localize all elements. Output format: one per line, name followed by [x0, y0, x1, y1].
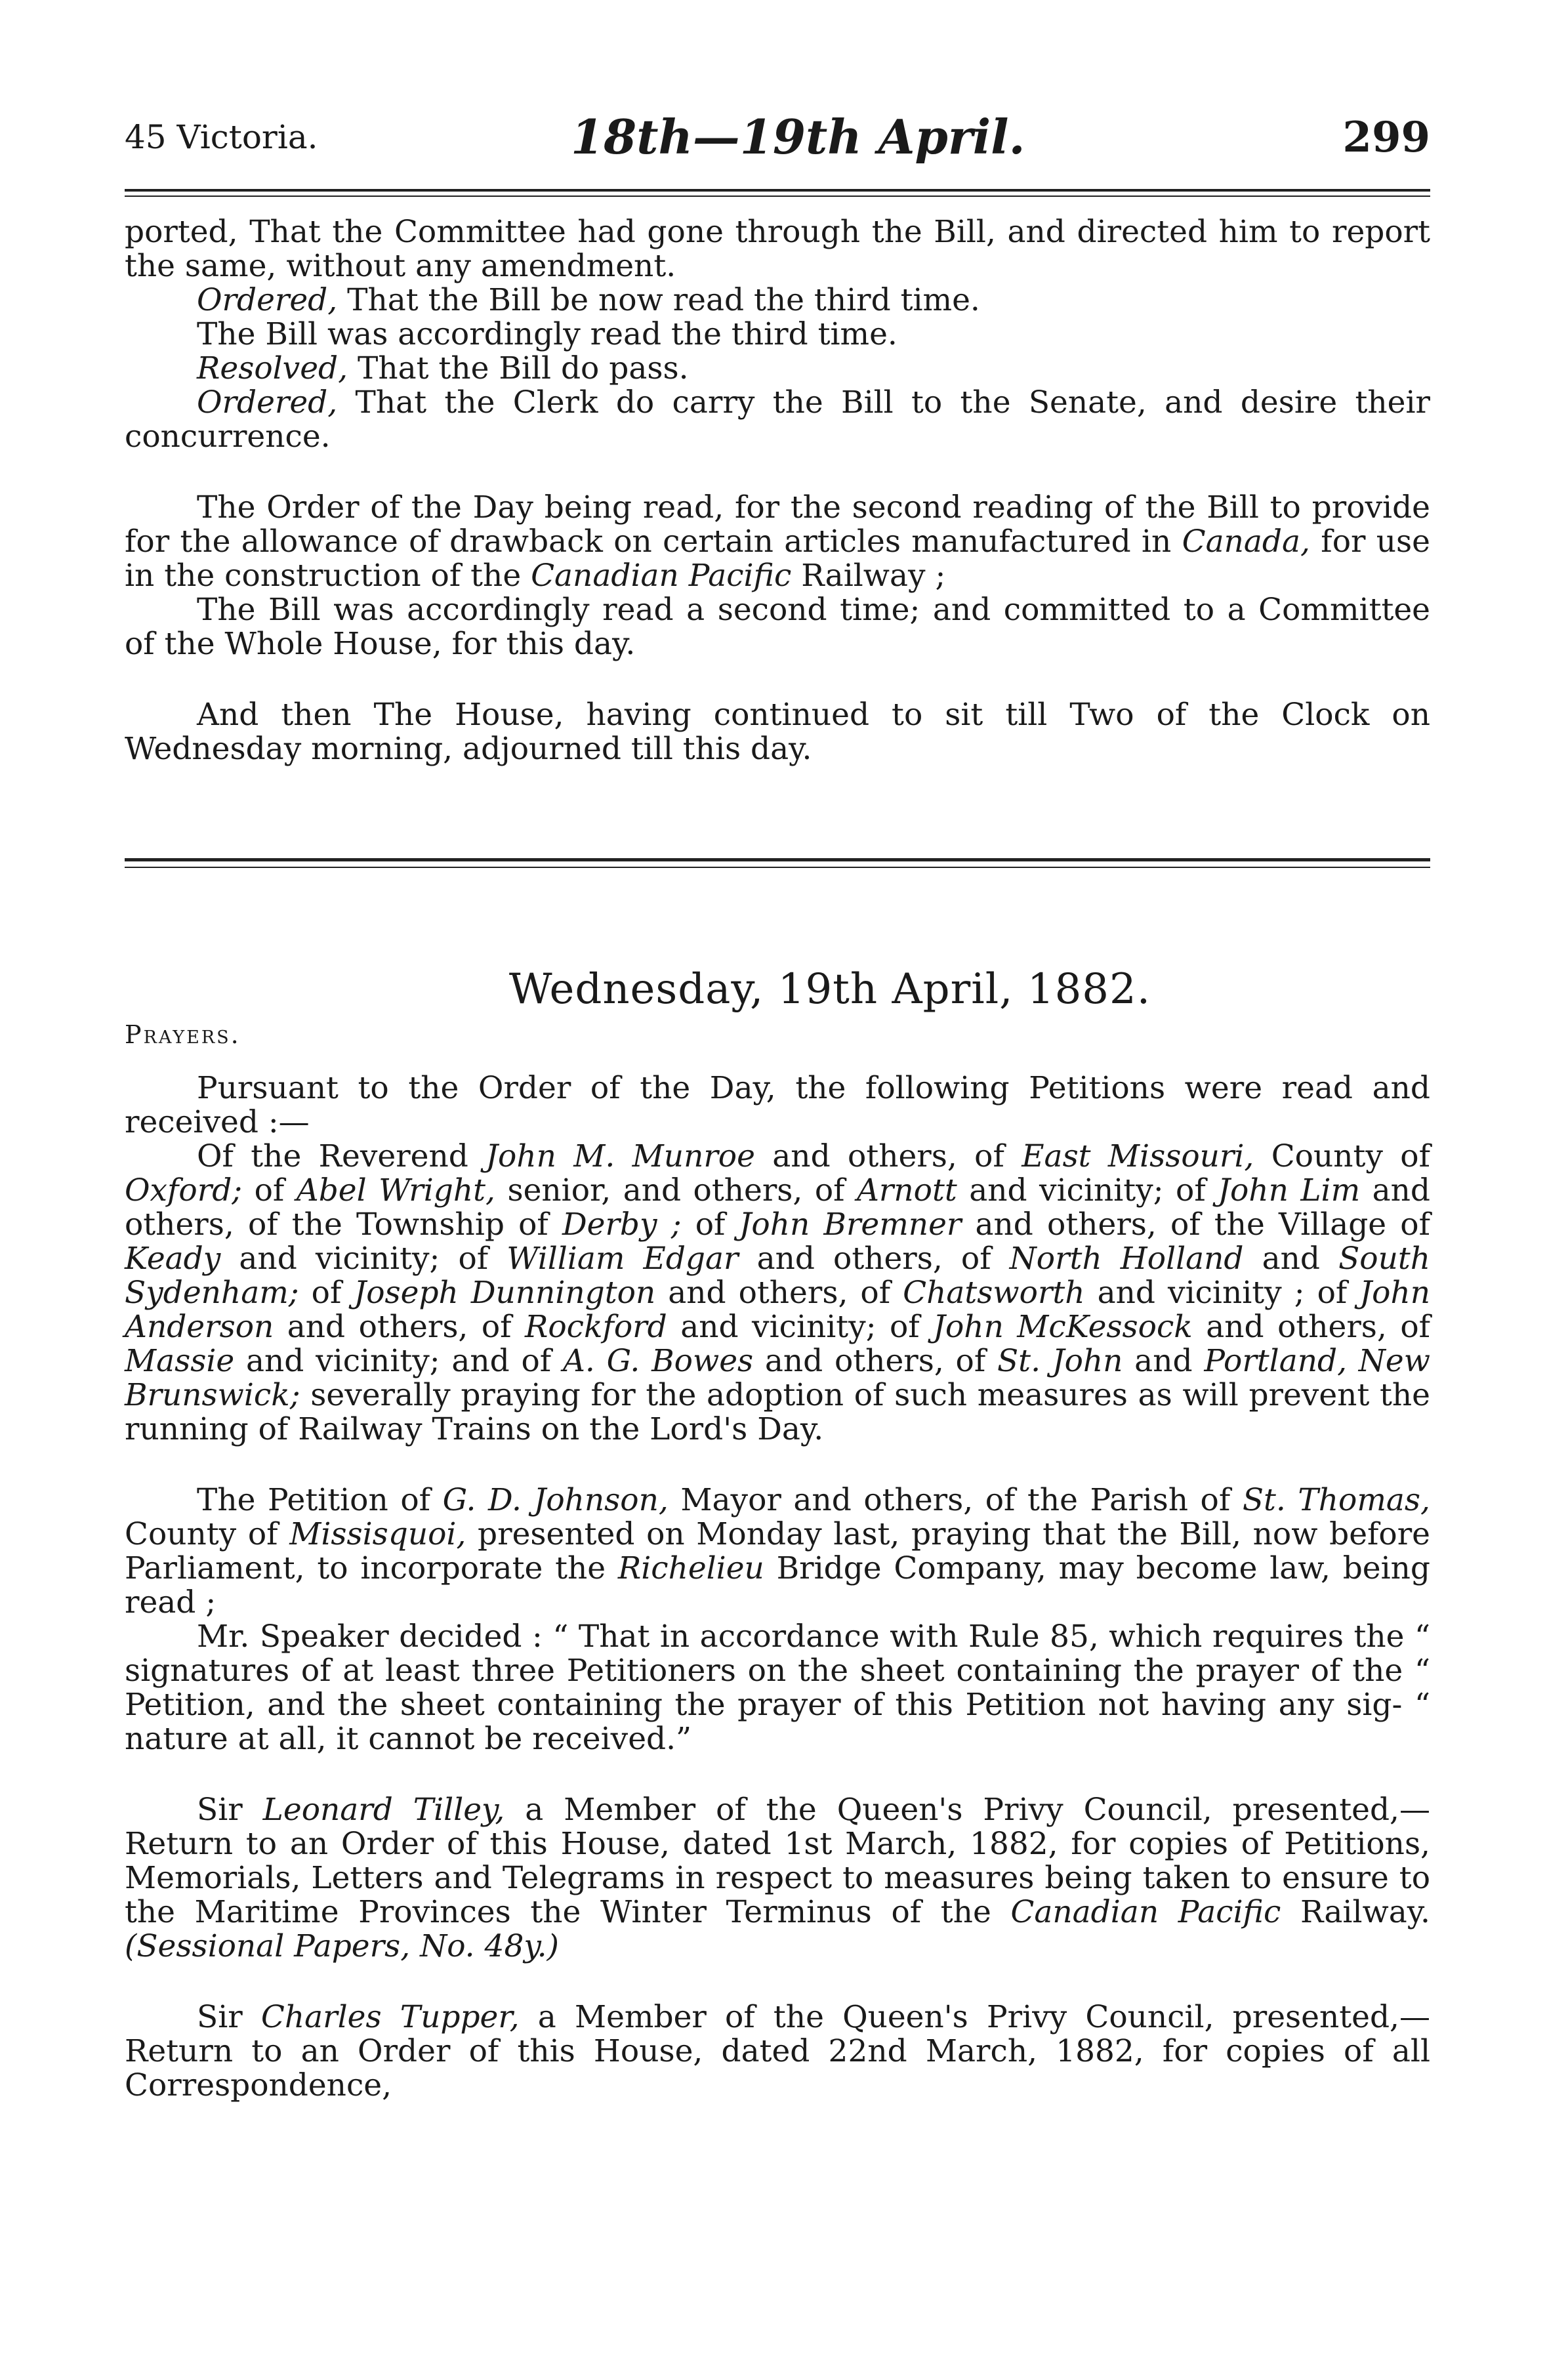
section-divider	[125, 858, 1430, 868]
paragraph-ordered-clerk: Ordered, That the Clerk do carry the Bill to the Senate, and desire their concurrence.	[125, 384, 1430, 455]
section-18th-april	[125, 215, 1430, 766]
session-label: 45 Victoria.	[125, 118, 318, 156]
prayers-label: Prayers.	[125, 1020, 241, 1049]
date-running-head: 18th—19th April.	[571, 109, 1025, 165]
paragraph-resolved: Resolved, That the Bill do pass.	[197, 350, 689, 386]
paragraph-read-third: The Bill was accordingly read the third time.	[197, 316, 897, 352]
document-page	[125, 105, 1430, 2103]
date-heading: Wednesday, 19th April, 1882.	[508, 965, 1151, 1014]
paragraph-tupper-return: Sir Charles Tupper, a Member of the Queen's Privy Council, presented,—Return to an Order of this House, dated 22nd March, 1882, for copies of all Correspondence,	[125, 1999, 1430, 2103]
header-rule	[125, 189, 1430, 197]
paragraph-speaker-decision: Mr. Speaker decided : “ That in accordance with Rule 85, which requires the “ signatures of at least three Petitioners on the sheet containing the prayer of the “ Petition, and the sheet containing the prayer of this Petition not having any sig- “ nature at all, it cannot be received.”	[125, 1619, 1430, 1757]
paragraph-petitions-intro: Pursuant to the Order of the Day, the following Petitions were read and received :—	[125, 1070, 1430, 1140]
paragraph-report: ported, That the Committee had gone through the Bill, and directed him to report the same, without any amendment.	[125, 214, 1430, 284]
paragraph-petitions-list: Of the Reverend John M. Munroe and others, of East Missouri, County of Oxford; of Abel Wright, senior, and others, of Arnott and vicinity; of John Lim and others, of the Township of Derby ; of John Bremner and others, of the Village of Keady and vicinity; of William Edgar and others, of North Holland and South Sydenham; of Joseph Dunnington and others, of Chatsworth and vicinity ; of John Anderson and others, of Rockford and vicinity; of John McKessock and others, of Massie and vicinity; and of A. G. Bowes and others, of St. John and Portland, New Brunswick; severally praying for the adoption of such measures as will prevent the running of Railway Trains on the Lord's Day.	[125, 1138, 1431, 1447]
paragraph-drawback-bill: The Order of the Day being read, for the second reading of the Bill to provide for the allowance of drawback on certain articles manufactured in Canada, for use in the construction of the Canadian Pacific Railway ;	[125, 489, 1430, 594]
paragraph-ordered-third: Ordered, That the Bill be now read the third time.	[197, 282, 980, 318]
paragraph-adjourned: And then The House, having continued to sit till Two of the Clock on Wednesday morning, adjourned till this day.	[125, 697, 1430, 767]
paragraph-second-reading: The Bill was accordingly read a second time; and committed to a Committee of the Whole House, for this day.	[125, 592, 1430, 662]
page-number: 299	[1342, 113, 1430, 162]
section-19th-april	[125, 1071, 1430, 2103]
paragraph-tilley-return: Sir Leonard Tilley, a Member of the Queen's Privy Council, presented,—Return to an Order of this House, dated 1st March, 1882, for copies of Petitions, Memorials, Letters and Telegrams in respect to measures being taken to ensure to the Maritime Provinces the Winter Terminus of the Canadian Pacific Railway. (Sessional Papers, No. 48y.)	[125, 1792, 1430, 1964]
page-header	[125, 105, 1430, 177]
paragraph-johnson-petition: The Petition of G. D. Johnson, Mayor and others, of the Parish of St. Thomas, County of Missisquoi, presented on Monday last, praying that the Bill, now before Parliament, to incorporate the Richelieu Bridge Company, may become law, being read ;	[125, 1482, 1430, 1621]
